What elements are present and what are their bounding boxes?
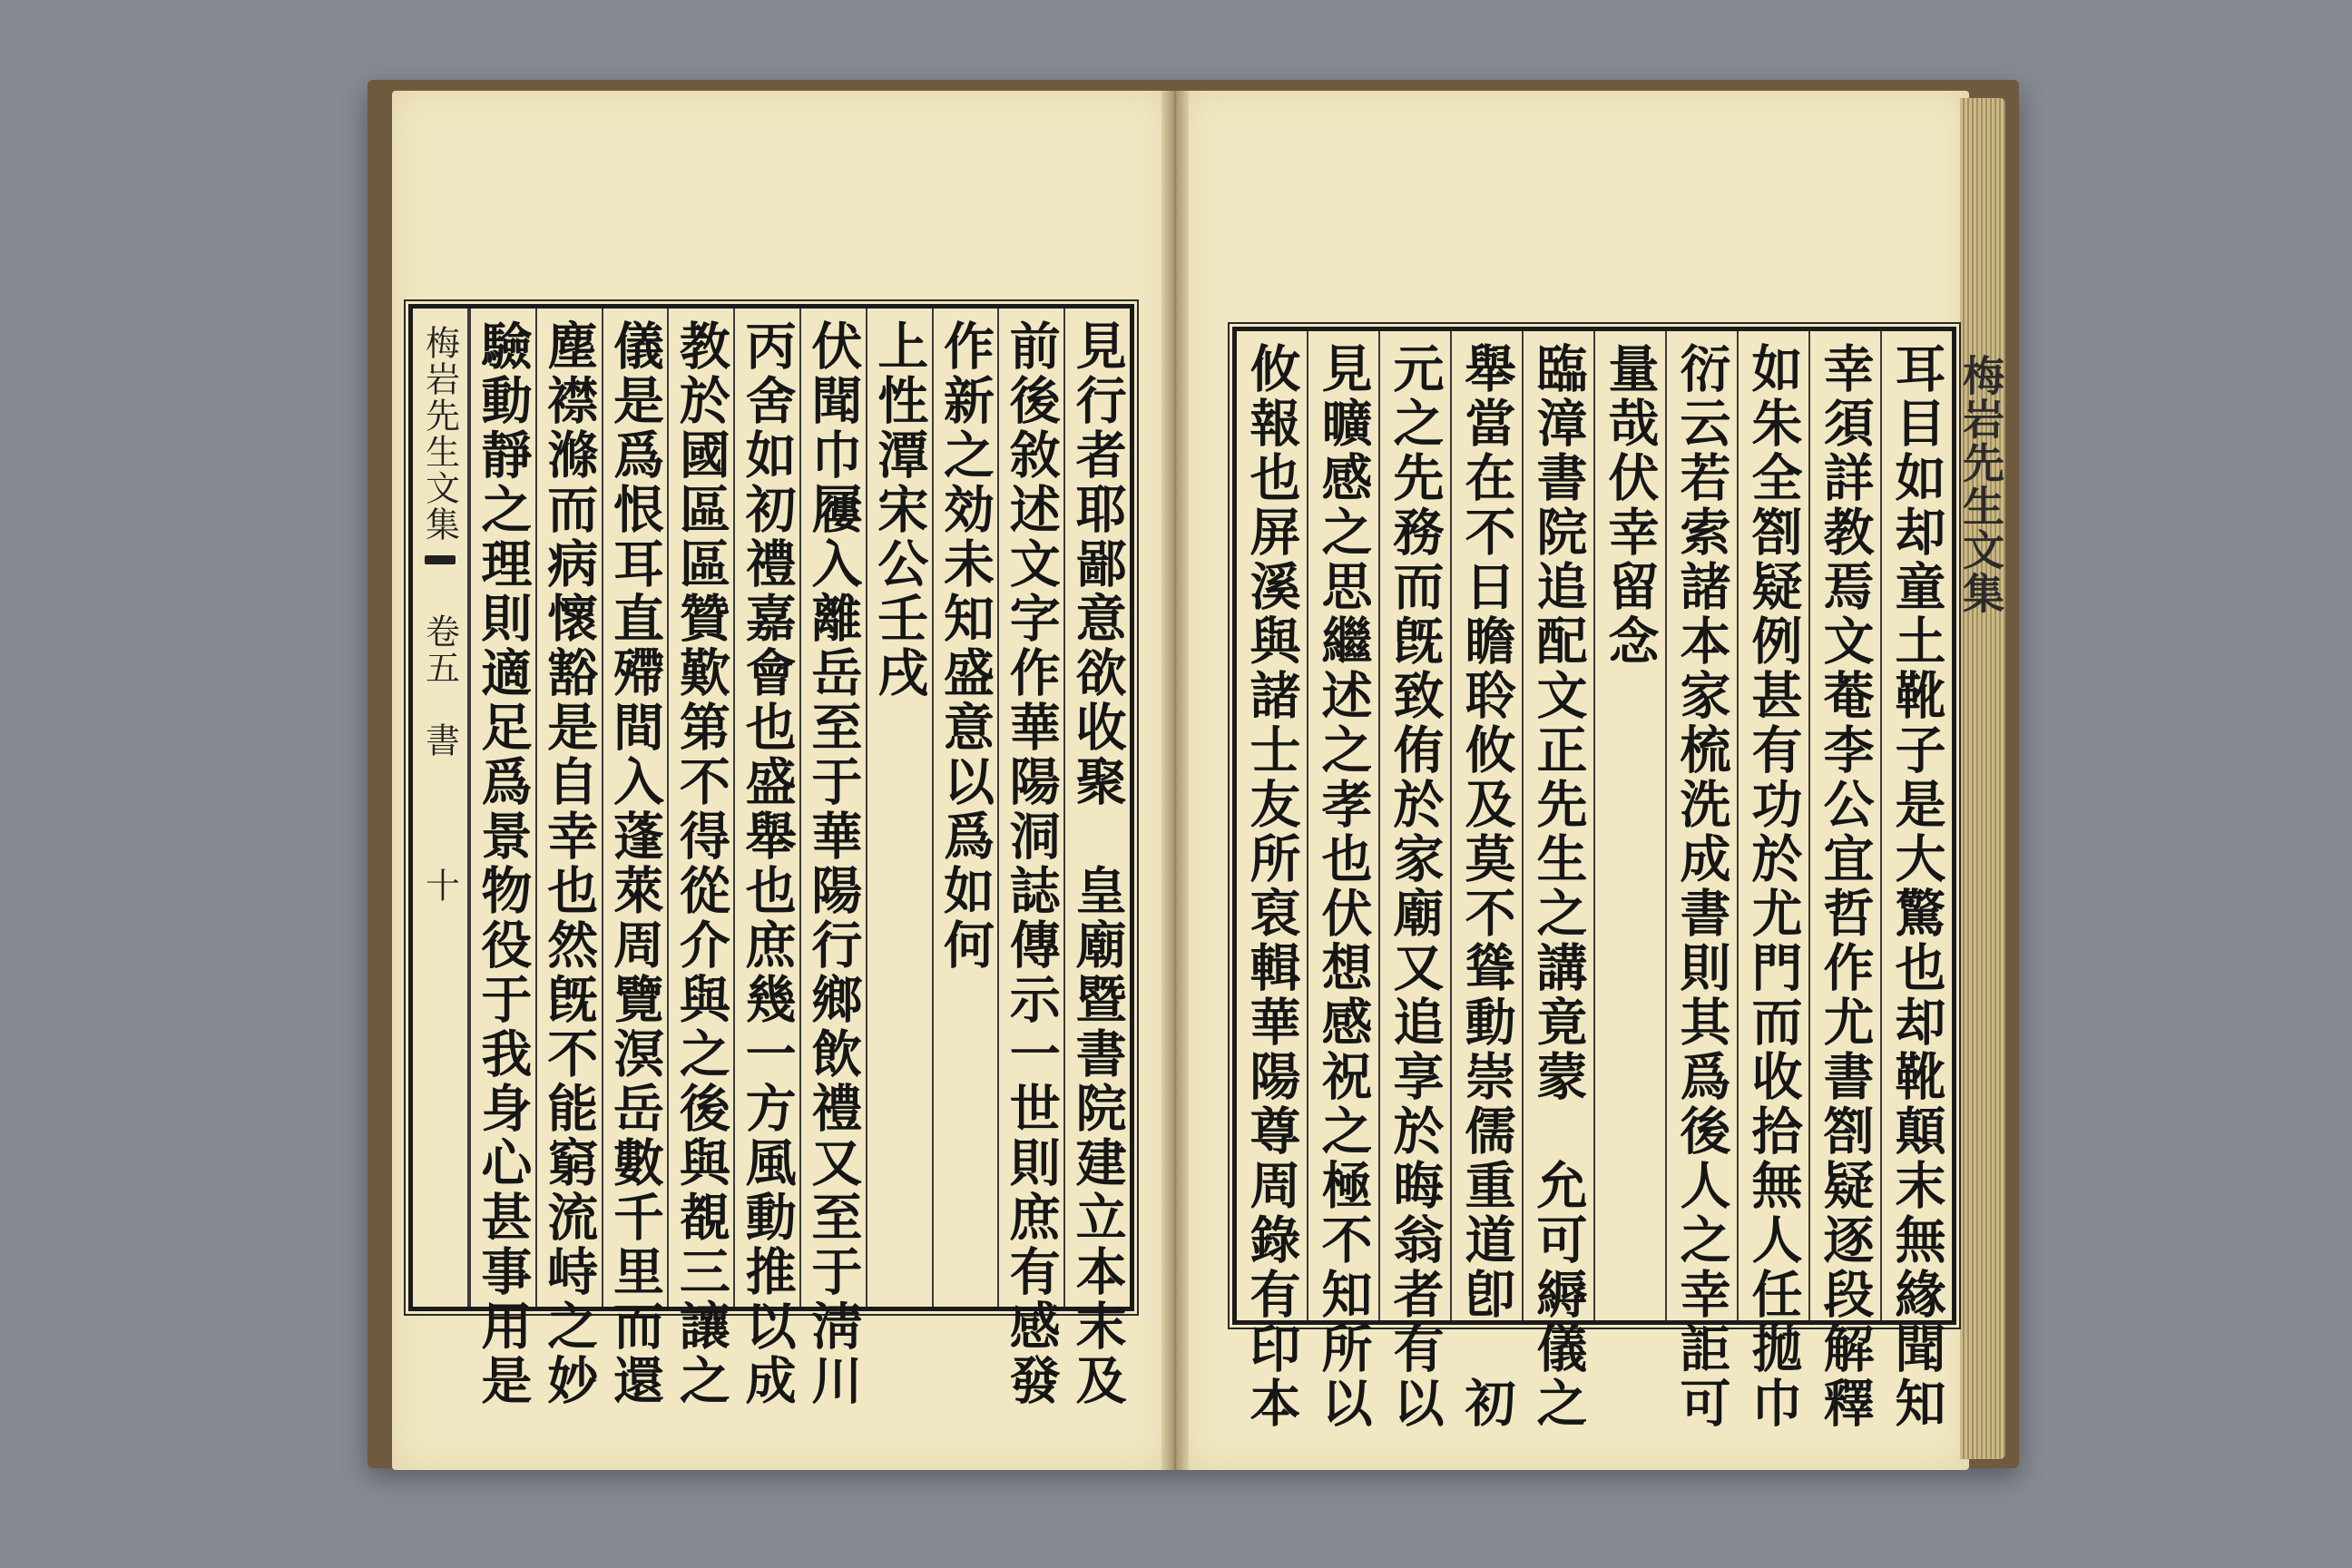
margin-title: 梅岩先生文集 xyxy=(419,325,460,543)
page-margin-heart xyxy=(413,309,469,1307)
column-text: 儀是爲恨耳直殢間入蓬萊周覽溟岳數千里而還 xyxy=(605,319,666,1408)
right-column xyxy=(1522,331,1593,1431)
column-text: 見行者耶鄙意欲收聚 皇廟暨書院建立本末及 xyxy=(1067,319,1128,1408)
margin-page-number: 十 xyxy=(419,867,460,904)
left-page-text-frame xyxy=(408,304,1134,1408)
left-column xyxy=(932,309,998,1307)
book-gutter xyxy=(1161,91,1189,1470)
right-column xyxy=(1737,331,1808,1431)
right-column xyxy=(1808,331,1880,1431)
column-text: 前後敘述文字作華陽洞誌傳示一世則庶有感發 xyxy=(1001,319,1062,1408)
right-column xyxy=(1593,331,1665,1320)
left-column xyxy=(997,309,1063,1408)
column-text: 衍云若索諸本家梳洗成書則其爲後人之幸詎可 xyxy=(1671,342,1732,1431)
column-text: 教於國區區贊歎第不得從介與之後與覩三讓之 xyxy=(671,319,731,1408)
column-text: 上性潭宋公壬戌 xyxy=(869,319,930,701)
column-text: 驗動靜之理則適足爲景物役于我身心甚事用是 xyxy=(473,319,534,1408)
page-edges xyxy=(1960,98,2005,1459)
right-page-edge-title: 梅岩先生文集 xyxy=(1956,354,2005,615)
margin-volume: 卷五 xyxy=(419,613,460,686)
right-page-text-frame xyxy=(1232,327,1956,1431)
left-column xyxy=(1063,309,1130,1408)
fish-tail-mark xyxy=(425,555,456,564)
left-column xyxy=(799,309,866,1408)
left-column xyxy=(667,309,733,1408)
column-text: 臨漳書院追配文正先生之講竟蒙 允可縟儀之 xyxy=(1528,342,1589,1431)
left-column xyxy=(733,309,799,1408)
column-text: 舉當在不日瞻聆攸及莫不聳動崇儒重道卽 初 xyxy=(1456,342,1517,1431)
right-column xyxy=(1665,331,1737,1431)
column-text: 攸報也屏溪與諸士友所裒輯華陽尊周錄有印本 xyxy=(1241,342,1302,1431)
column-text: 見曠感之思繼述之孝也伏想感祝之極不知所以 xyxy=(1313,342,1374,1431)
right-column xyxy=(1378,331,1450,1431)
column-text: 耳目如却童土靴子是大驚也却靴顛末無緣聞知 xyxy=(1886,342,1947,1431)
right-column xyxy=(1307,331,1378,1431)
column-text: 元之先務而旣致侑於家廟又追享於晦翁者有以 xyxy=(1385,342,1446,1431)
column-text: 作新之効未知盛意以爲如何 xyxy=(936,319,995,973)
right-column xyxy=(1450,331,1522,1431)
left-column xyxy=(602,309,668,1408)
margin-section: 書 xyxy=(419,722,460,759)
right-column xyxy=(1880,331,1952,1431)
left-column xyxy=(535,309,602,1408)
left-column xyxy=(469,309,535,1408)
column-text: 量哉伏幸留念 xyxy=(1600,342,1661,669)
column-text: 塵襟滌而病懷豁是自幸也然旣不能窮流峙之妙 xyxy=(539,319,600,1408)
left-column xyxy=(866,309,932,1307)
column-text: 伏聞巾屨入離岳至于華陽行鄉飲禮又至于淸川 xyxy=(803,319,864,1408)
column-text: 幸須詳教焉文菴李公宜哲作尤書劄疑逐段解釋 xyxy=(1815,342,1876,1431)
right-column xyxy=(1237,331,1307,1431)
column-text: 如朱全劄疑例甚有功於尤門而收拾無人任拋巾 xyxy=(1743,342,1804,1431)
column-text: 丙舍如初禮嘉會也盛舉也庶幾一方風動推以成 xyxy=(737,319,798,1408)
